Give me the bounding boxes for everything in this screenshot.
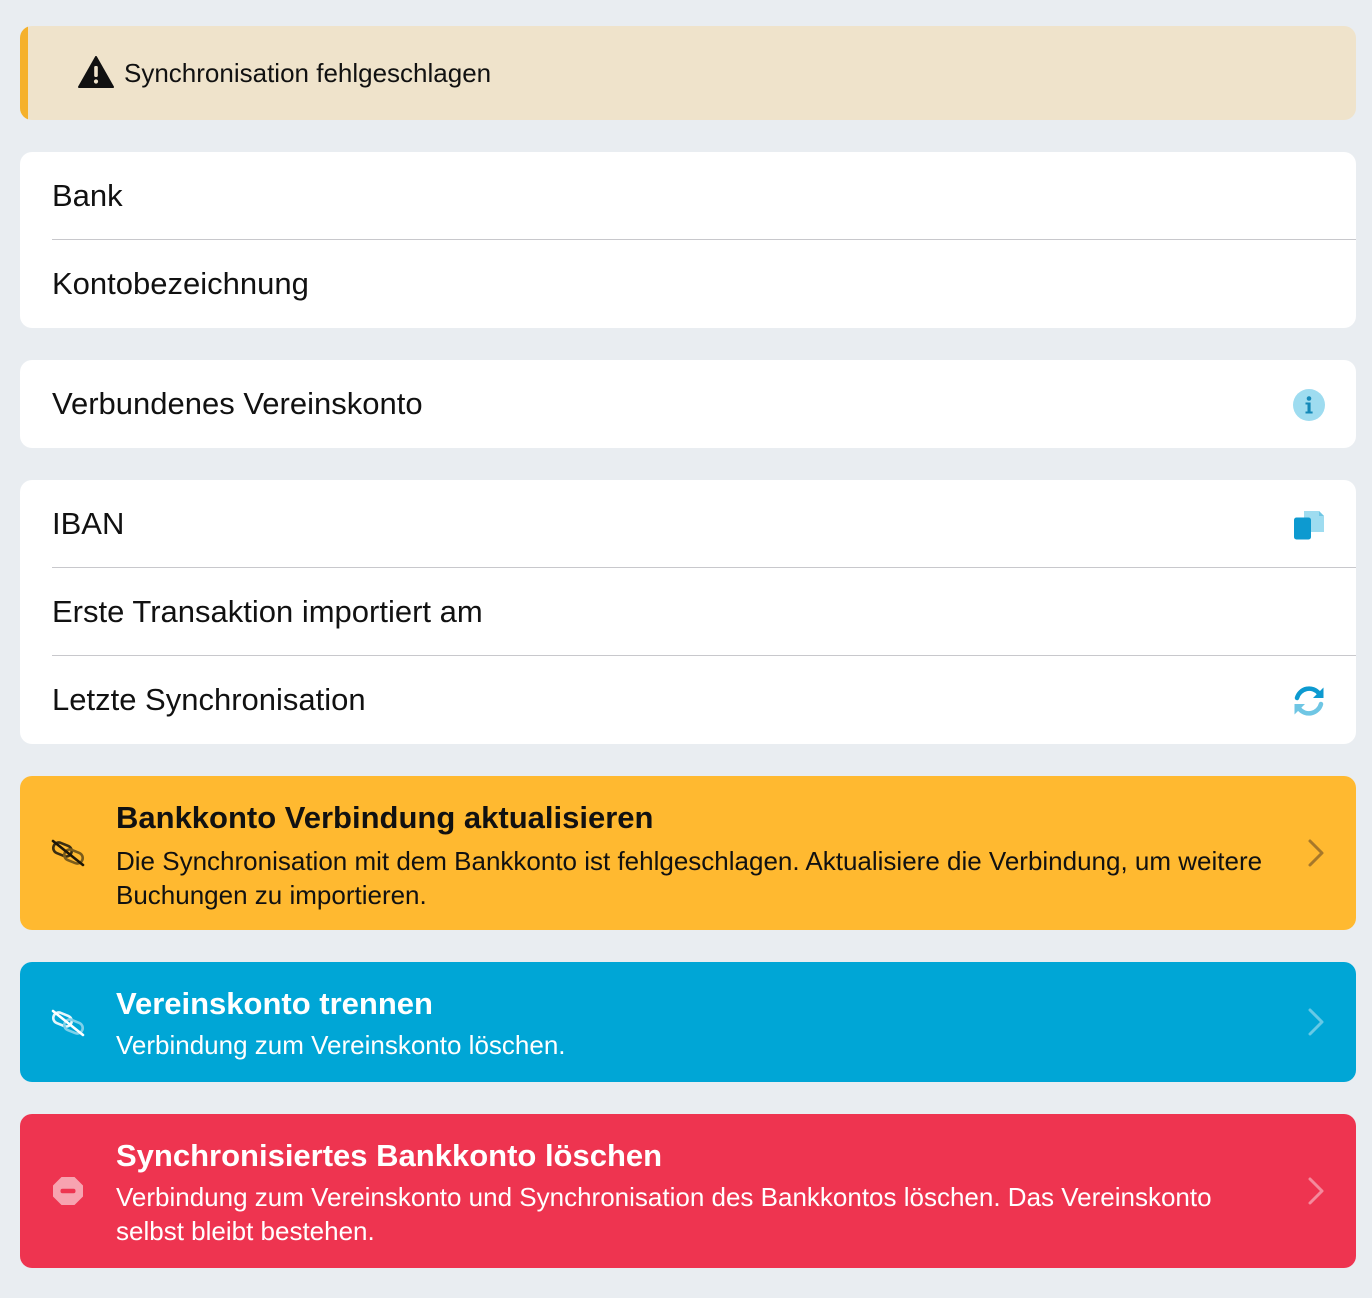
account-name-label: Kontobezeichnung <box>52 266 309 301</box>
connected-club-account-row[interactable] <box>20 360 1356 448</box>
update-connection-description: Die Synchronisation mit dem Bankkonto ist fehlgeschlagen. Aktualisiere die Verbindung, um weitere Buchungen zu importieren. <box>116 846 1263 910</box>
first-transaction-row <box>20 568 1356 656</box>
account-name-row <box>20 240 1356 328</box>
connected-club-account-card[interactable] <box>20 360 1356 448</box>
broken-link-icon <box>50 1008 86 1038</box>
delete-synced-bank-account-button[interactable] <box>20 1114 1356 1268</box>
stop-sign-icon <box>50 1176 86 1206</box>
info-icon[interactable] <box>1292 388 1326 422</box>
disconnect-description: Verbindung zum Vereinskonto löschen. <box>116 1030 566 1060</box>
delete-account-title: Synchronisiertes Bankkonto löschen <box>116 1138 663 1173</box>
bank-info-card <box>20 152 1356 328</box>
last-sync-row <box>20 656 1356 744</box>
iban-label: IBAN <box>52 506 125 541</box>
account-details-card <box>20 480 1356 744</box>
disconnect-title: Vereinskonto trennen <box>116 986 433 1021</box>
broken-link-icon <box>50 838 86 868</box>
first-transaction-label: Erste Transaktion importiert am <box>52 594 483 629</box>
warning-triangle-icon <box>78 56 114 88</box>
iban-row <box>20 480 1356 568</box>
chevron-right-icon <box>1306 1007 1326 1037</box>
update-bank-connection-button[interactable] <box>20 776 1356 930</box>
banner-text: Synchronisation fehlgeschlagen <box>124 58 492 88</box>
chevron-right-icon <box>1306 838 1326 868</box>
bank-label: Bank <box>52 178 123 213</box>
delete-account-description: Verbindung zum Vereinskonto und Synchronisation des Bankkontos löschen. Das Vereinskonto selbst bleibt bestehen. <box>116 1182 1212 1246</box>
copy-icon[interactable] <box>1292 508 1326 542</box>
disconnect-club-account-button[interactable] <box>20 962 1356 1082</box>
last-sync-label: Letzte Synchronisation <box>52 682 366 717</box>
refresh-icon[interactable] <box>1292 684 1326 718</box>
chevron-right-icon <box>1306 1176 1326 1206</box>
sync-failed-banner <box>20 26 1356 120</box>
connected-club-account-label: Verbundenes Vereinskonto <box>52 386 423 421</box>
update-connection-title: Bankkonto Verbindung aktualisieren <box>116 800 654 835</box>
bank-row <box>20 152 1356 240</box>
